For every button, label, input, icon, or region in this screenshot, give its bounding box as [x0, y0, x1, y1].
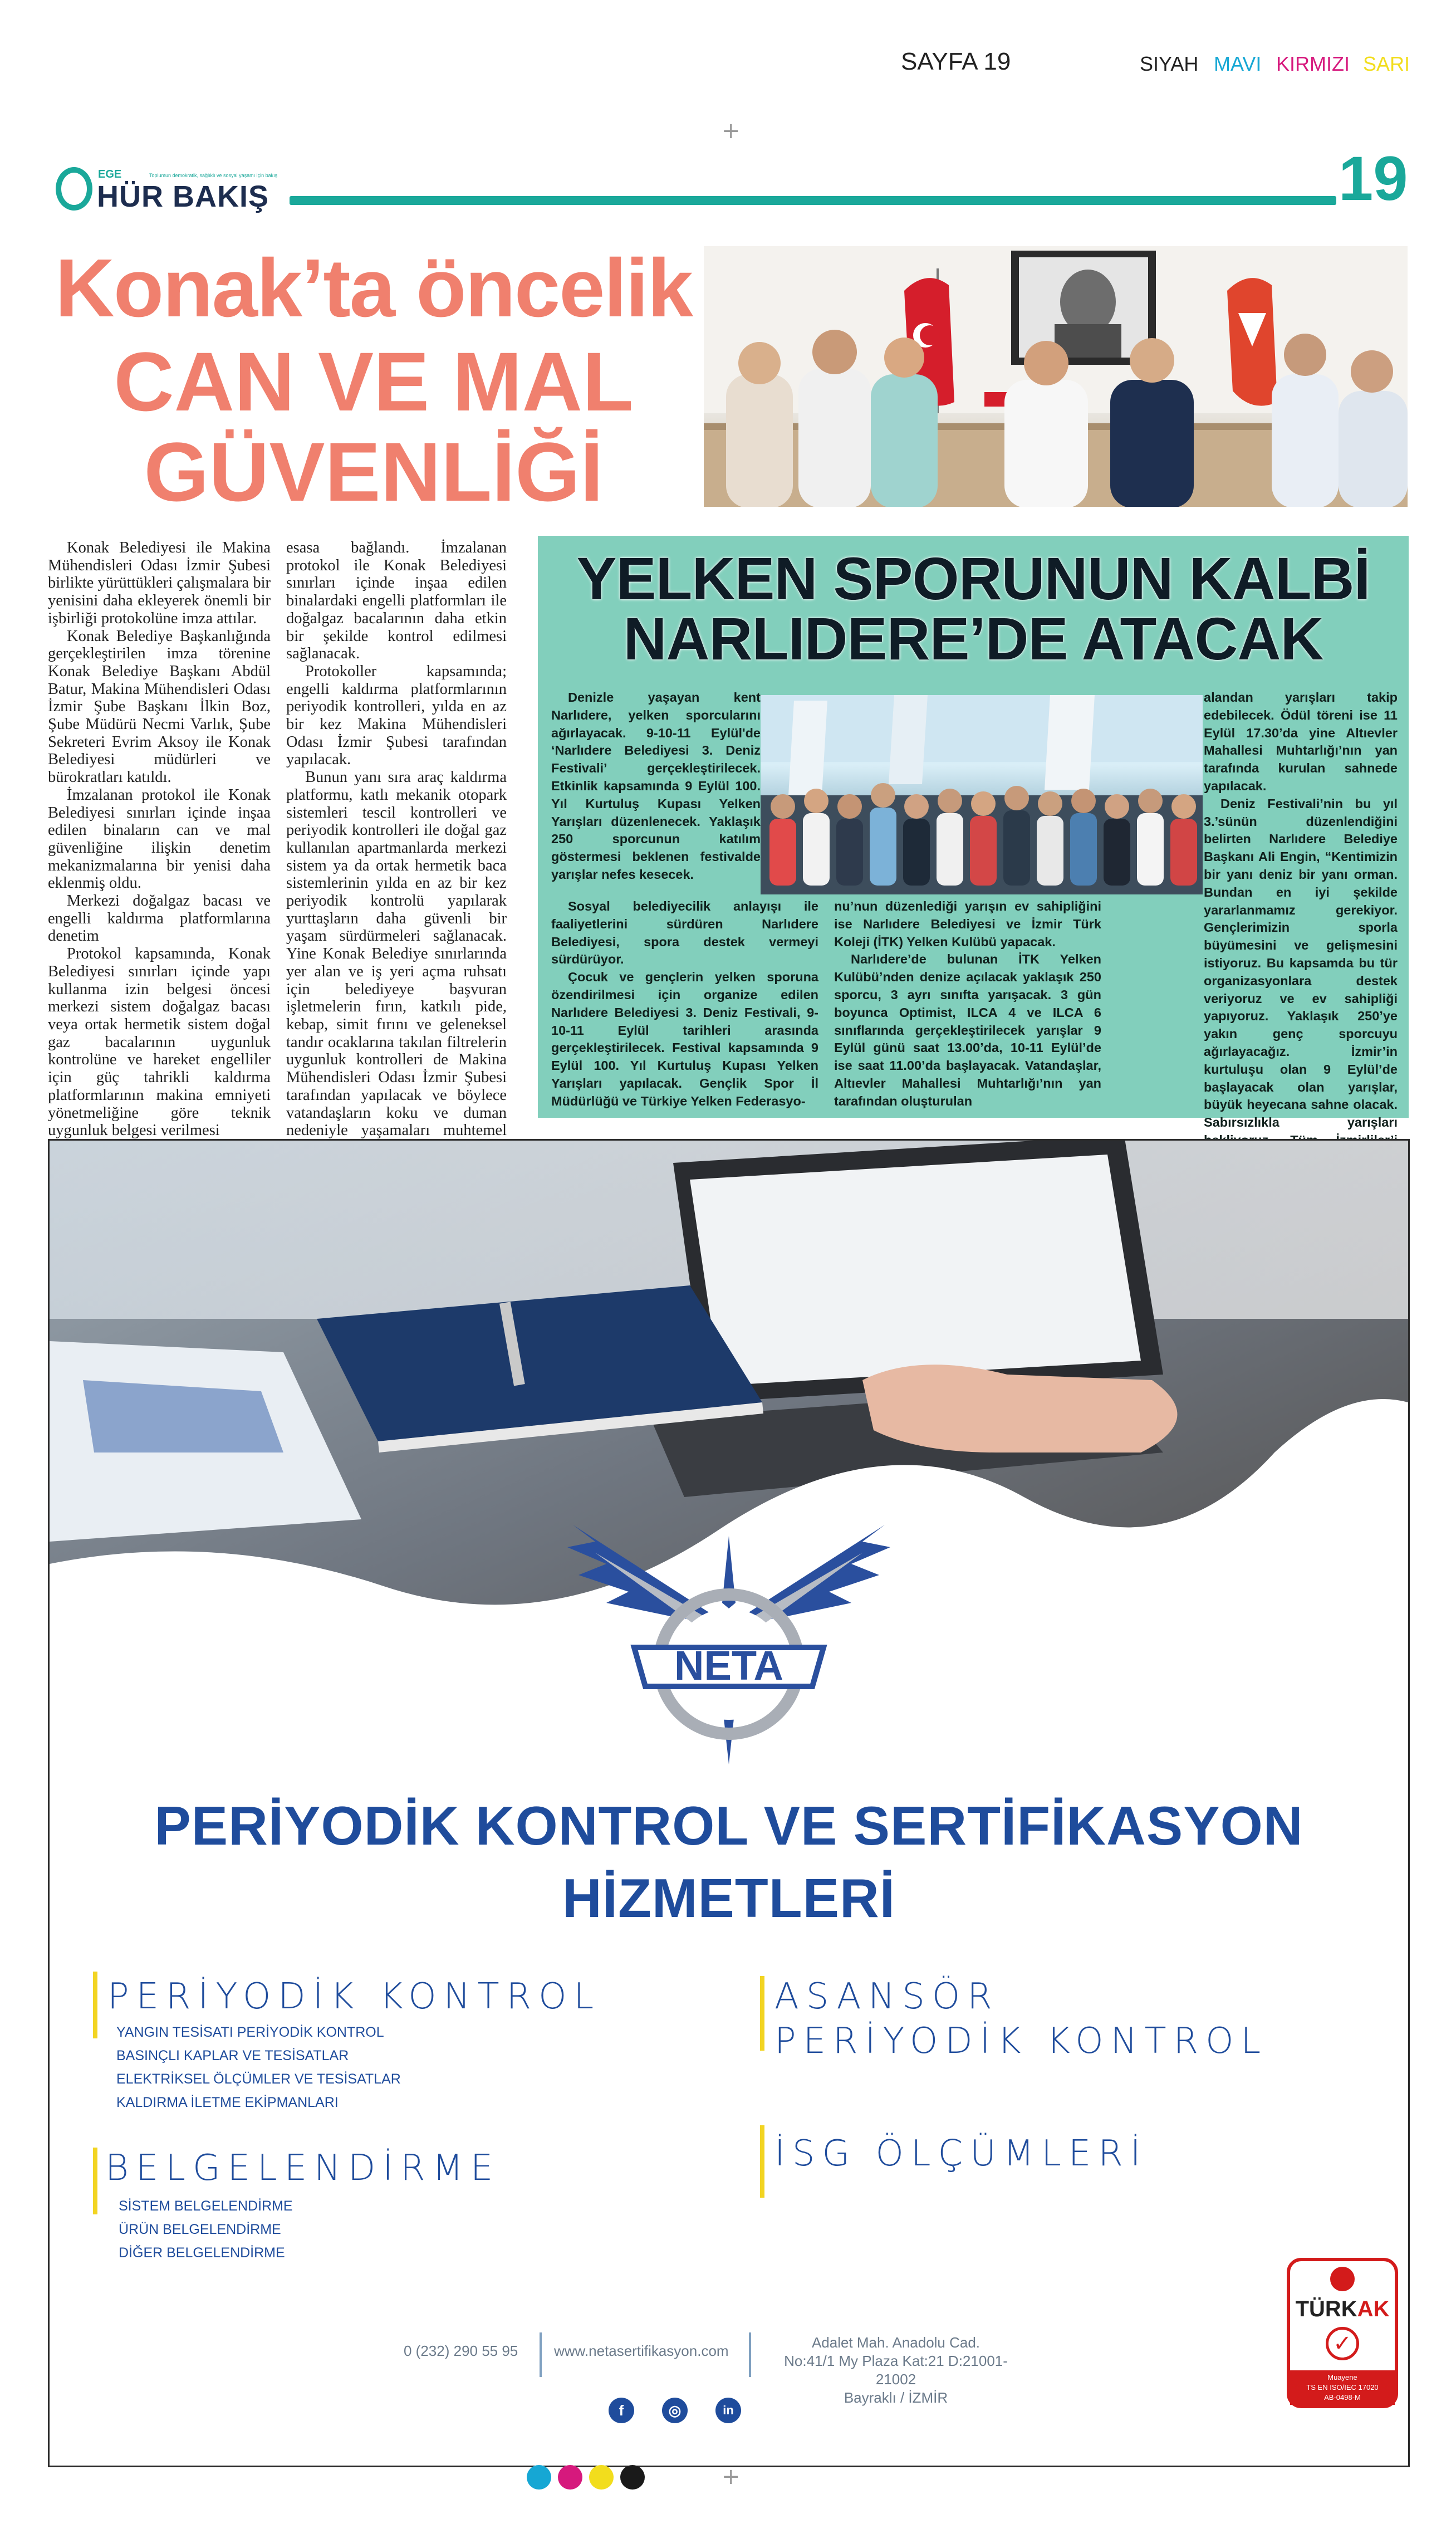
- logo-ege: EGE: [98, 168, 122, 180]
- service-list-belgelendirme: [119, 2194, 293, 2265]
- logo-tagline: Toplumun demokratik, sağlıklı ve sosyal yaşamı için bakış: [149, 173, 278, 178]
- separator: [749, 2332, 751, 2377]
- paragraph-subhead: Merkezi doğalgaz bacası ve engelli kaldırma platformlarına denetim: [48, 892, 271, 945]
- address-line: Bayraklı / İZMİR: [844, 2389, 948, 2406]
- service-heading-belgelendirme: BELGELENDİRME: [105, 2148, 501, 2189]
- paragraph: esasa bağlandı. İmzalanan protokol ile Konak Belediyesi sınırları içinde inşaa edilen binalardaki engelli platformları ile doğalgaz bacalarının daha etkin bir şekilde kontrol edilmesi sağlanacak.: [286, 539, 507, 663]
- service-item: KALDIRMA İLETME EKİPMANLARI: [116, 2095, 339, 2110]
- magenta-dot: [558, 2465, 582, 2490]
- color-label-kirmizi: KIRMIZI: [1276, 52, 1350, 75]
- accent-bar: [760, 2125, 764, 2198]
- paragraph: Protokol kapsamında, Konak Belediyesi sınırları içinde yapı kullanma izin belgesi öncesi merkezi sistem doğalgaz bacası veya ortak hermetik sistem doğal gaz bacalarının uygunluk kontrolüne ve hareket engelliler için güç tahrikli kaldırma platformlarının makina emniyeti yönetmeliğine göre teknik uygunluk belgesi verilmesi: [48, 945, 271, 1139]
- headline-line2: CAN VE MAL: [114, 335, 634, 428]
- paragraph: Bunun yanı sıra araç kaldırma platformu, katlı mekanik otopark sistemleri tescil kontrolleri ve periyodik kontrolleri ile doğal gaz kullanılan apartmanlarda merkezi sistem ya da ortak hermetik baca sistemlerinin yılda en az bir kez periyodik kontrolü yapılarak yurttaşların daha güvenli bir yaşam sürdürmeleri sağlanacak. Yine Konak Belediye sınırlarında yer alan ve iş yeri açma ruhsatı için belediyeye başvuran işletmelerin fırın, katkılı pide, kebap, simit fırını ve geleneksel tandır ocaklarına takılan filtrelerin uygunluk kontrolleri de Makina Mühendisleri Odası İzmir Şubesi tarafından yapılacak ve böylece vatandaşların koku ve duman nedeniyle yaşamaları muhtemel: [286, 769, 507, 1139]
- service-item: SİSTEM BELGELENDİRME: [119, 2198, 293, 2214]
- accent-bar: [93, 1972, 97, 2038]
- story2-title-line2: NARLIDERE’DE ATACAK: [623, 605, 1323, 672]
- sailing-team-photo: [761, 695, 1203, 894]
- page-label: SAYFA 19: [901, 48, 1011, 75]
- service-item: BASINÇLI KAPLAR VE TESİSATLAR: [116, 2048, 349, 2063]
- paragraph: Denizle yaşayan kent Narlıdere, yelken sporcularını ağırlayacak. 9-10-11 Eylül'de ‘Narlıdere Belediyesi 3. Deniz Festivali’ gerçekleştirilecek. Etkinlik kapsamında 9 Eylül 100. Yıl Kurtuluş Kupası Yelken Yarışları düzenlenecek. Yaklaşık 250 sporcunun katılım göstermesi beklenen festivalde yarışlar nefes kesecek.: [551, 690, 761, 882]
- turkak-name-part1: TÜRK: [1295, 2297, 1357, 2321]
- neta-logo: [562, 1519, 896, 1776]
- registration-mark-top: +: [722, 118, 741, 144]
- service-list-periyodik: [116, 2021, 401, 2114]
- service-item: ÜRÜN BELGELENDİRME: [119, 2222, 281, 2237]
- story2-column-mid-a: [551, 898, 818, 1111]
- story2-title-line1: YELKEN SPORUNUN KALBİ: [576, 545, 1370, 612]
- turkak-accreditation: [1290, 2370, 1395, 2405]
- turkak-line: AB-0498-M: [1324, 2393, 1361, 2402]
- website-link[interactable]: www.netasertifikasyon.com: [554, 2342, 729, 2359]
- ad-title-line2: HİZMETLERİ: [562, 1867, 895, 1929]
- check-icon: ✓: [1326, 2327, 1359, 2360]
- turkak-name: [1290, 2297, 1395, 2322]
- turkak-name-part2: AK: [1357, 2297, 1390, 2321]
- cyan-dot: [527, 2465, 551, 2490]
- logo-hur-bakis: HÜR BAKIŞ: [97, 180, 269, 213]
- paragraph: Sosyal belediyecilik anlayışı ile faaliyetlerini sürdüren Narlıdere Belediyesi, spora destek vermeyi sürdürüyor.: [551, 899, 818, 967]
- black-dot: [620, 2465, 645, 2490]
- paragraph: Protokoller kapsamında; engelli kaldırma platformlarının periyodik kontrolleri, yılda en az bir kez Makina Mühendisleri Odası İzmir Şubesi tarafından yapılacak.: [286, 662, 507, 769]
- ad-title-line1: PERİYODİK KONTROL VE SERTİFİKASYON: [154, 1795, 1303, 1856]
- address-line: Adalet Mah. Anadolu Cad.: [811, 2334, 981, 2351]
- turkak-badge: [1287, 2258, 1398, 2408]
- neta-logo-text: NETA: [674, 1642, 783, 1689]
- neta-advertisement: [48, 1139, 1410, 2467]
- ad-title: [50, 1789, 1408, 1934]
- service-item: YANGIN TESİSATI PERİYODİK KONTROL: [116, 2024, 384, 2040]
- story1-headline: [48, 241, 699, 517]
- facebook-icon[interactable]: f: [609, 2398, 634, 2423]
- address-block: [768, 2334, 1024, 2407]
- service-item: DİĞER BELGELENDİRME: [119, 2245, 285, 2261]
- story2-column-left: [551, 689, 761, 884]
- linkedin-icon[interactable]: in: [715, 2398, 741, 2423]
- address-line: No:41/1 My Plaza Kat:21 D:21001-21002: [784, 2353, 1008, 2388]
- paragraph: Konak Belediyesi ile Makina Mühendisleri Odası İzmir Şubesi birlikte yürüttükleri çalışmalara bir yenisini daha ekleyerek önemli bir işbirliği protokolüne imza attılar.: [48, 539, 271, 627]
- headline-line1: Konak’ta öncelik: [55, 242, 693, 334]
- yellow-dot: [589, 2465, 614, 2490]
- paragraph: nu’nun düzenlediği yarışın ev sahipliğini ise Narlıdere Belediyesi ve İzmir Türk Koleji (İTK) Yelken Kulübü yapacak.: [834, 899, 1101, 949]
- phone-number: 0 (232) 290 55 95: [404, 2342, 518, 2359]
- logo-circle-icon: [56, 167, 92, 211]
- service-heading-isg: İSG ÖLÇÜMLERİ: [774, 2133, 1148, 2174]
- story2-title: [538, 545, 1409, 672]
- color-label-mavi: MAVI: [1214, 52, 1262, 75]
- color-label-siyah: SIYAH: [1140, 52, 1199, 75]
- masthead-rule: [290, 196, 1336, 205]
- paragraph: İmzalanan protokol ile Konak Belediyesi sınırları içinde inşaa edilen binaların can ve mal güvenliğine ilişkin denetim mekanizmalarına bir yenisi daha eklenmiş oldu.: [48, 786, 271, 892]
- page-number: 19: [1339, 144, 1408, 213]
- headline-line3: GÜVENLİĞİ: [144, 425, 604, 519]
- signing-ceremony-photo: [704, 246, 1408, 507]
- story1-column-1: [48, 539, 271, 1139]
- turkak-line: Muayene: [1327, 2373, 1357, 2381]
- service-heading-asansor: ASANSÖR: [774, 1976, 999, 2017]
- paragraph: Çocuk ve gençlerin yelken sporuna özendirilmesi için organize edilen Narlıdere Belediyesi 3. Deniz Festivali, 9-10-11 Eylül tarihleri arasında gerçekleştirilecek. Festival kapsamında 9 Eylül 100. Yıl Kurtuluş Kupası Yelken Yarışları yapılacak. Gençlik Spor İl Müdürlüğü ve Türkiye Yelken Federasyo-: [551, 970, 818, 1108]
- service-item: ELEKTRİKSEL ÖLÇÜMLER VE TESİSATLAR: [116, 2071, 401, 2087]
- service-heading-periyodik: PERİYODİK KONTROL: [107, 1976, 601, 2017]
- accent-bar: [93, 2148, 97, 2214]
- color-label-sari: SARI: [1363, 52, 1410, 75]
- service-heading-asansor-2: PERİYODİK KONTROL: [774, 2021, 1268, 2062]
- story2-column-right: [1204, 689, 1398, 1185]
- story2-column-mid-b: [834, 898, 1101, 1111]
- turkak-line: TS EN ISO/IEC 17020: [1306, 2383, 1379, 2391]
- paragraph: alandan yarışları takip edebilecek. Ödül töreni ise 11 Eylül 17.30’da yine Altıevler Mahallesi Muhtarlığı’nın yan tarafında kurulan sahnede yapılacak.: [1204, 690, 1398, 793]
- separator: [540, 2332, 542, 2377]
- paragraph: Deniz Festivali’nin bu yıl 3.’sünün düzenlendiğini belirten Narlıdere Belediye Başkanı Ali Engin, “Kentimizin bir yanı deniz bir yanı orman. Bundan en iyi şekilde yararlanmamız gerekiyor. Gençlerimizin sporla büyümesini ve gelişmesini istiyoruz. Bu kapsamda bu tür organizasyonlara destek veriyoruz ve ev sahipliği yapıyoruz. Yaklaşık 250’ye yakın genç sporcuyu ağırlayacağız. İzmir’in kurtuluşu olan 9 Eylül’de başlayacak olan yarışlar, büyük heyecana sahne olacak. Sabırsızlıkla yarışları: [1204, 796, 1398, 1130]
- registration-mark-bottom: +: [722, 2464, 741, 2490]
- turkish-flag-icon: [1330, 2267, 1355, 2291]
- story1-column-2: [286, 539, 507, 1157]
- paragraph: Narlıdere’de bulunan İTK Yelken Kulübü’nden denize açılacak yaklaşık 250 sporcu, 3 ayrı sınıfta yarışacak. 3 gün boyunca Optimist, ILCA 4 ve ILCA 6 sınıflarında gerçekleştirilecek yarışlar 9 Eylül günü saat 13.00’da, 10-11 Eylül’de ise saat 11.00’da başlayacak. Vatandaşlar, Altıevler Mahallesi Muhtarlığı’nın yan tarafından oluşturulan: [834, 952, 1101, 1108]
- instagram-icon[interactable]: ◎: [662, 2398, 688, 2423]
- accent-bar: [760, 1976, 764, 2051]
- paragraph: Konak Belediye Başkanlığında gerçekleştirilen imza törenine Konak Belediye Başkanı Abdül Batur, Makina Mühendisleri Odası İzmir Şube Başkanı İlkin Boz, Şube Müdürü Necmi Varlık, Şube Sekreteri Evrim Aksoy ile Konak Belediyesi müdürleri ve bürokratları katıldı.: [48, 627, 271, 786]
